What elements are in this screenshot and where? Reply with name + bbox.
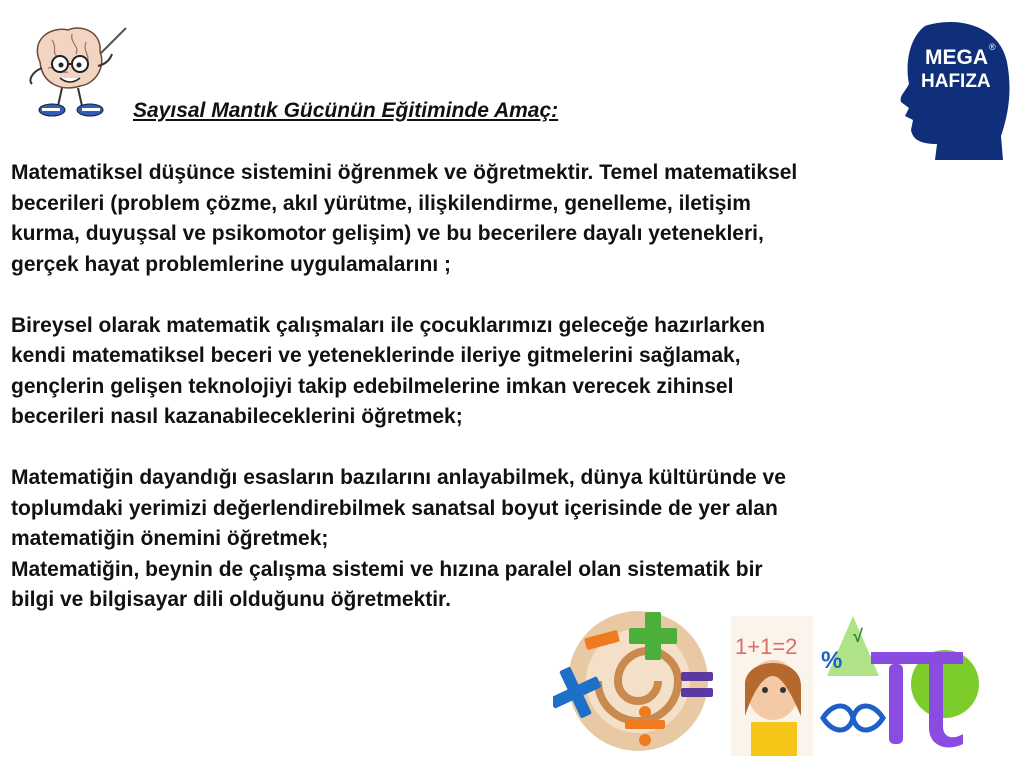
body-text <box>11 158 1001 616</box>
paragraph-4: Matematiğin, beynin de çalışma sistemi ve hızına paralel olan sistematik bir bilgi ve bilgisayar dili olduğunu öğretmektir. <box>11 557 763 611</box>
logo-line1: MEGA <box>925 46 988 69</box>
divide-icon <box>639 706 651 718</box>
equals-icon <box>681 672 713 681</box>
math-symbols-collage <box>553 606 993 756</box>
svg-text:%: % <box>821 647 843 674</box>
registered-mark: ® <box>989 42 996 52</box>
paragraph-3: Matematiğin dayandığı esasların bazılarını anlayabilmek, dünya kültüründe ve toplumdaki yerimizi değerlendirebilmek sanatsal boyut içerisinde de yer alan matematiğin önemini öğretmek; <box>11 466 786 550</box>
logo-line2: HAFIZA <box>921 71 991 92</box>
paragraph-2: Bireysel olarak matematik çalışmaları ile çocuklarımızı geleceğe hazırlarken kendi matematiksel beceri ve yeteneklerinde ileriye gitmelerini sağlamak, gençlerin gelişen teknolojiyi takip edebilmelerine imkan verecek zihinsel becerileri nasıl kazanabileceklerini öğretmek; <box>11 313 766 428</box>
svg-text:1+1=2: 1+1=2 <box>735 634 798 659</box>
svg-text:√: √ <box>853 626 863 646</box>
brain-mascot-icon <box>20 22 132 122</box>
page-title: Sayısal Mantık Gücünün Eğitiminde Amaç: <box>133 99 559 122</box>
mega-hafiza-logo <box>895 18 1013 160</box>
paragraph-1: Matematiksel düşünce sistemini öğrenmek ve öğretmektir. Temel matematiksel becerileri (problem çözme, akıl yürütme, ilişkilendirme, genelleme, iletişim kurma, duyuşsal ve psikomotor gelişim) ve bu becerilere dayalı yetenekleri, gerçek hayat problemlerine uygulamalarını ; <box>11 161 798 276</box>
